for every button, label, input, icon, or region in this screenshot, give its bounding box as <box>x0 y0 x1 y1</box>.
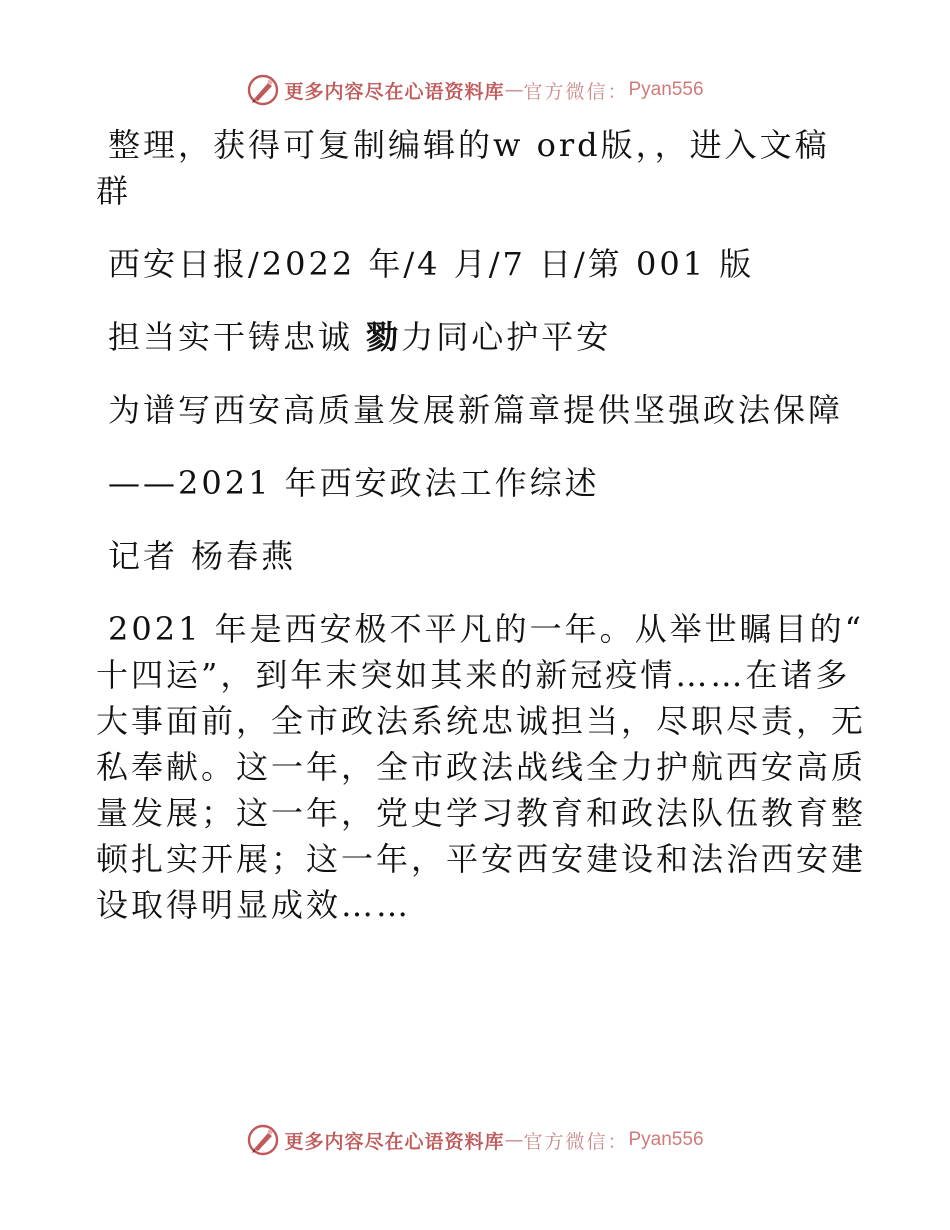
body-paragraph <box>96 606 867 928</box>
body-line: 顿扎实开展；这一年，平安西安建设和法治西安建 <box>96 840 867 878</box>
intro-line-continued: 群 <box>96 172 132 210</box>
dek: ——2021 年西安政法工作综述 <box>108 464 600 502</box>
watermark-official-label: 官方微信： <box>523 1130 629 1153</box>
watermark-wechat-id: Pyan556 <box>628 79 704 100</box>
headline <box>96 314 856 360</box>
dateline: 西安日报/2022 年/4 月/7 日/第 001 版 <box>108 245 755 283</box>
pen-logo-icon <box>246 1123 280 1157</box>
watermark-dash: — <box>504 1129 524 1151</box>
body-line: 量发展；这一年，党史学习教育和政法队伍教育整 <box>96 794 867 832</box>
watermark-footer <box>0 1120 950 1160</box>
headline-part1: 担当实干铸忠诚 <box>108 318 367 356</box>
watermark-header <box>0 70 950 110</box>
watermark-official-label: 官方微信： <box>523 80 629 103</box>
document-body <box>96 122 867 928</box>
body-line: 十四运”，到年末突如其来的新冠疫情……在诸多 <box>96 656 851 694</box>
headline-part2: 力同心护平安 <box>401 318 612 356</box>
watermark-main-text: 更多内容尽在心语资料库 <box>284 1130 505 1153</box>
watermark-main-text: 更多内容尽在心语资料库 <box>284 80 505 103</box>
pen-logo-icon <box>246 73 280 107</box>
subheadline: 为谱写西安高质量发展新篇章提供坚强政法保障 <box>108 391 844 429</box>
intro-line: 整理，获得可复制编辑的w ord版，，进入文稿 <box>108 126 830 164</box>
body-line: 大事面前，全市政法系统忠诚担当，尽职尽责，无 <box>96 702 867 740</box>
body-line: 2021 年是西安极不平凡的一年。从举世瞩目的“ <box>108 610 864 648</box>
watermark-dash: — <box>504 79 524 101</box>
byline: 记者 杨春燕 <box>108 537 297 575</box>
headline-rare-char: 勠 <box>366 318 402 356</box>
watermark-wechat-id: Pyan556 <box>628 1129 704 1150</box>
body-line: 设取得明显成效…… <box>96 886 412 924</box>
body-line: 私奉献。这一年，全市政法战线全力护航西安高质 <box>96 748 867 786</box>
